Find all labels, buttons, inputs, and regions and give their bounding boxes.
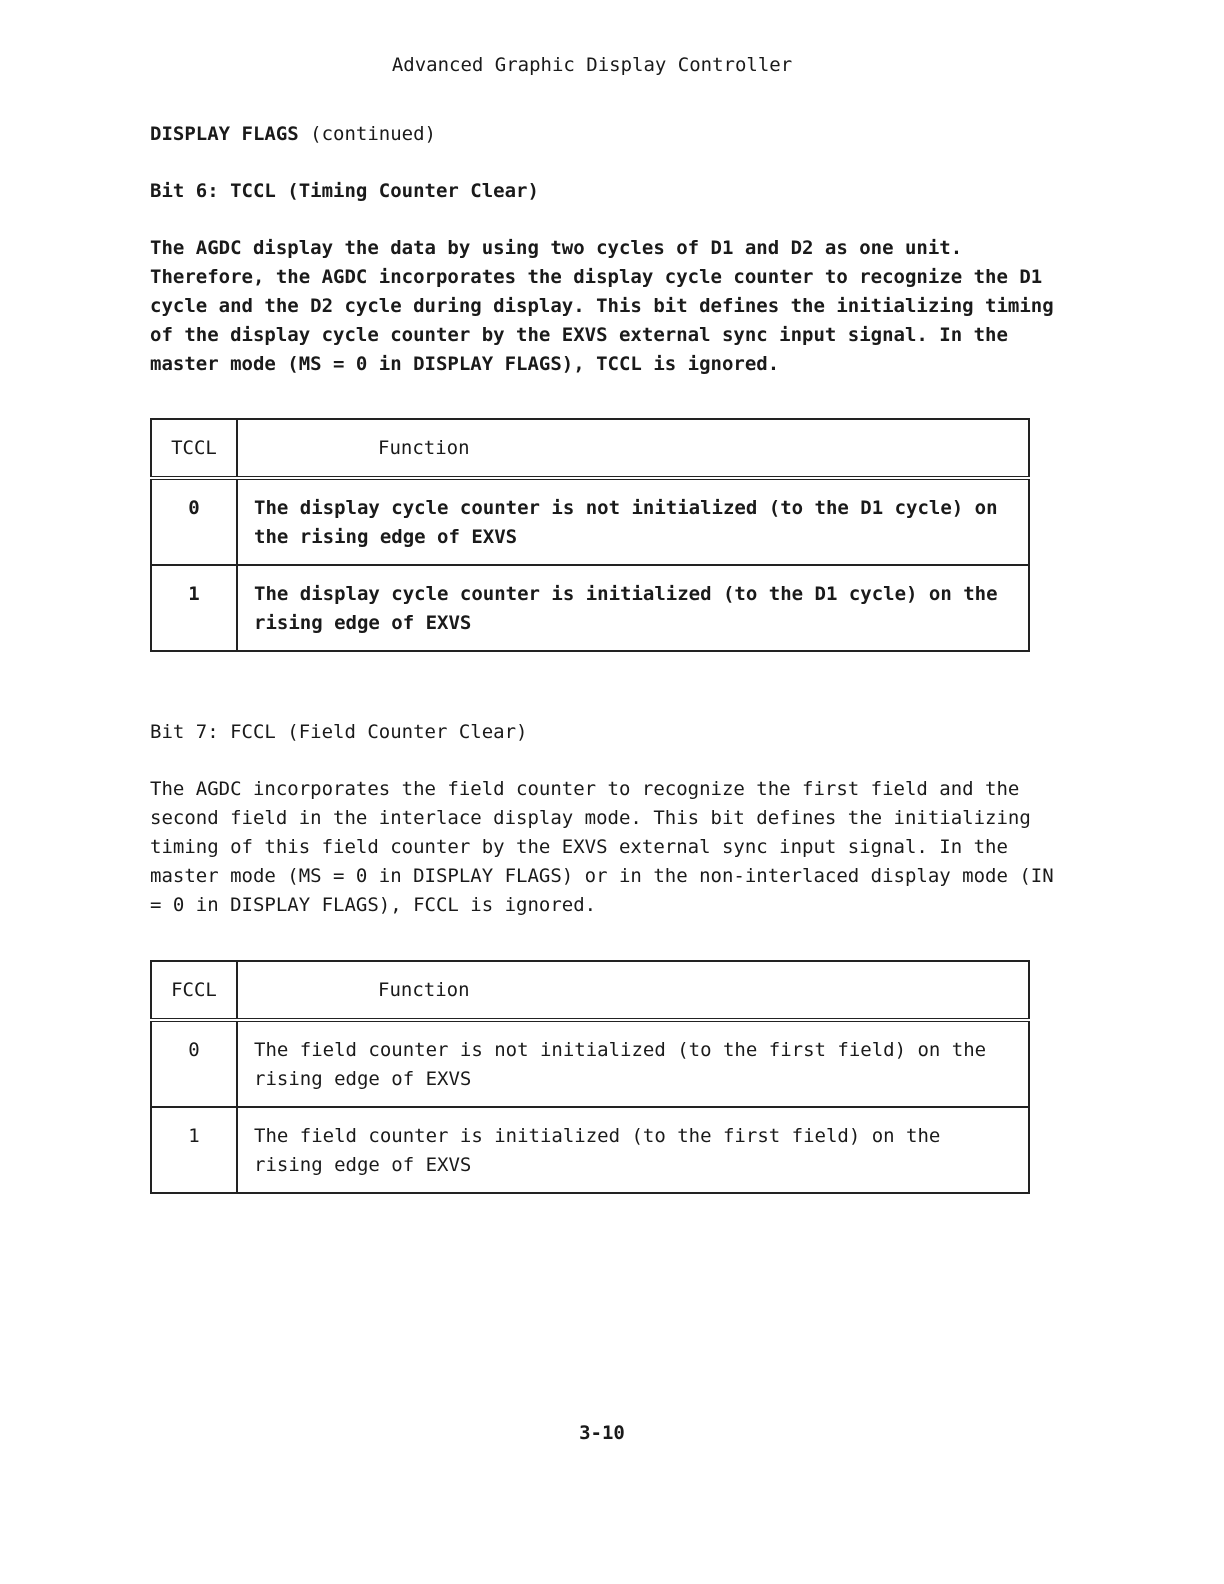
tccl-value-1: 1	[151, 565, 237, 651]
tccl-description-0: The display cycle counter is not initialized (to the D1 cycle) on the rising edge of EXVS	[237, 478, 1029, 565]
table-row	[151, 1107, 1029, 1193]
table-row	[151, 1020, 1029, 1107]
bit7-title: Bit 7: FCCL (Field Counter Clear)	[150, 721, 528, 743]
bit6-title: Bit 6: TCCL (Timing Counter Clear)	[150, 180, 539, 202]
fccl-value-0: 0	[151, 1020, 237, 1107]
table-row	[151, 565, 1029, 651]
fccl-table	[150, 960, 1030, 1194]
tccl-table	[150, 418, 1030, 652]
bit7-paragraph: The AGDC incorporates the field counter to recognize the first field and the second field in the interlace display mode. This bit defines the initializing timing of this field counter by the EXVS external sync input signal. In the master mode (MS = 0 in DISPLAY FLAGS) or in the non-interlaced display mode (IN = 0 in DISPLAY FLAGS), FCCL is ignored.	[150, 778, 1054, 916]
page-header: Advanced Graphic Display Controller	[391, 54, 793, 76]
fccl-column-header: FCCL	[151, 961, 237, 1020]
function-column-header: Function	[237, 419, 1029, 478]
fccl-value-1: 1	[151, 1107, 237, 1193]
bit6-paragraph: The AGDC display the data by using two cycles of D1 and D2 as one unit. Therefore, the AGDC incorporates the display cycle counter to recognize the D1 cycle and the D2 cycle during display. This bit defines the initializing timing of the display cycle counter by the EXVS external sync input signal. In the master mode (MS = 0 in DISPLAY FLAGS), TCCL is ignored.	[150, 237, 1054, 375]
function-column-header: Function	[237, 961, 1029, 1020]
tccl-description-1: The display cycle counter is initialized (to the D1 cycle) on the rising edge of EXVS	[237, 565, 1029, 651]
fccl-description-1: The field counter is initialized (to the first field) on the rising edge of EXVS	[237, 1107, 1029, 1193]
section-heading-line	[150, 120, 1070, 149]
tccl-table-header-row	[151, 419, 1029, 478]
tccl-column-header: TCCL	[151, 419, 237, 478]
section-heading-suffix: (continued)	[310, 123, 437, 145]
section-heading: DISPLAY FLAGS	[150, 123, 299, 145]
fccl-description-0: The field counter is not initialized (to the first field) on the rising edge of EXVS	[237, 1020, 1029, 1107]
tccl-value-0: 0	[151, 478, 237, 565]
fccl-table-header-row	[151, 961, 1029, 1020]
page-number: 3-10	[579, 1422, 625, 1444]
table-row	[151, 478, 1029, 565]
